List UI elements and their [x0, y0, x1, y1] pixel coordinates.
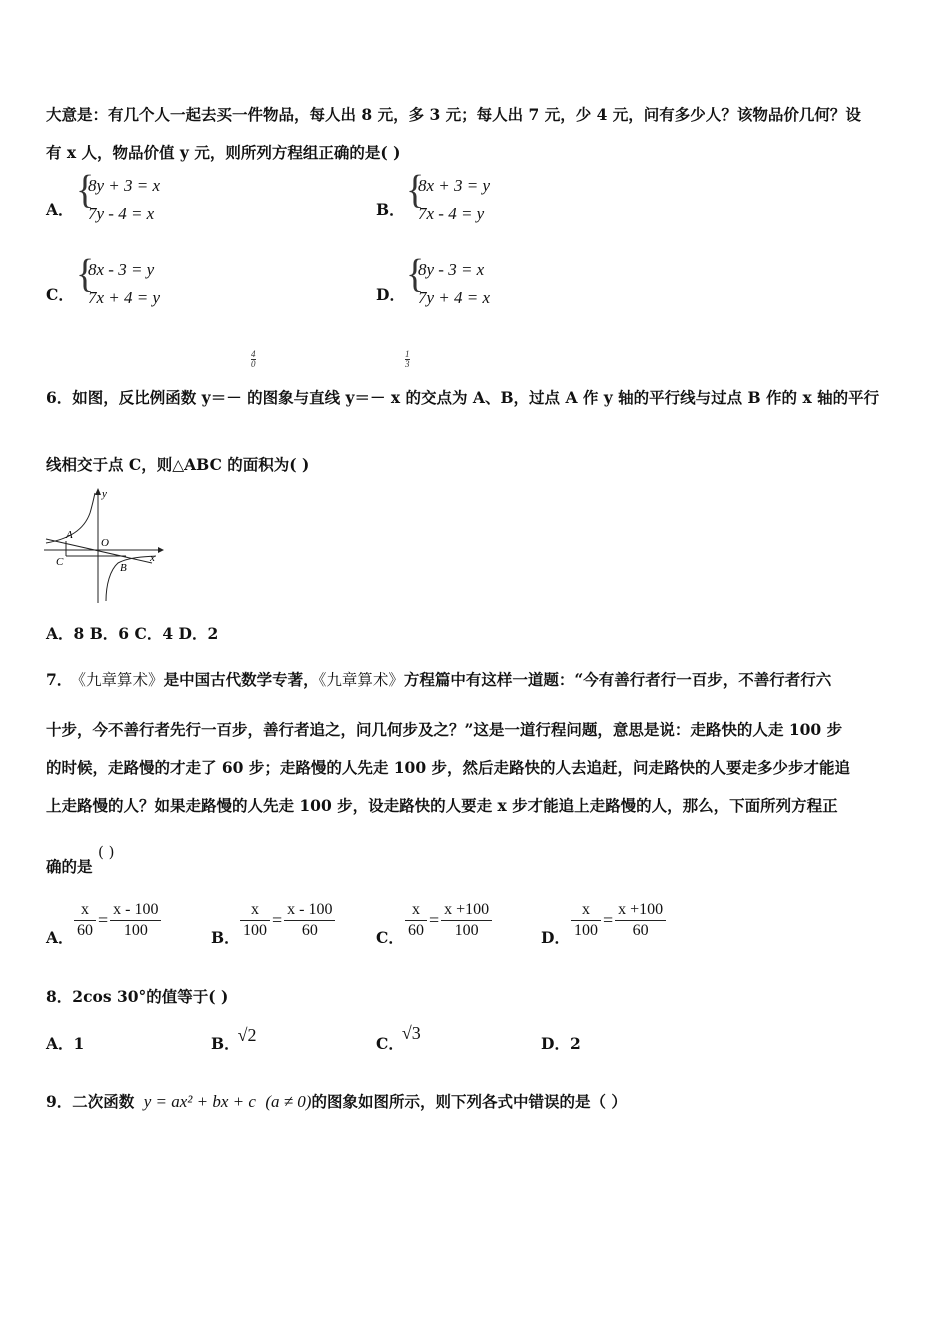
q5-d-eq1: 8y - 3 = x: [418, 260, 485, 279]
label-y: y: [102, 488, 107, 500]
q6-small-fraction-1: [251, 350, 256, 369]
brace-icon: {: [406, 167, 425, 213]
q8-c-value: √3: [401, 1023, 421, 1043]
q9-number-text: 9．二次函数: [46, 1092, 135, 1111]
equals-sign: =: [98, 910, 109, 930]
q9-stem: [46, 1090, 627, 1112]
q6-frac2-num: 1: [405, 349, 410, 359]
q6-figure: [44, 485, 164, 605]
q8-option-a: [46, 1032, 84, 1054]
q7-option-d-label: D．: [541, 928, 570, 947]
label-B: B: [120, 562, 127, 574]
q6-frac1-den: 0: [251, 359, 256, 369]
q7-d-right-num: x +100: [615, 900, 666, 921]
q9-formula: y = ax² + bx + c: [143, 1092, 256, 1111]
q5-c-eq1: 8x - 3 = y: [88, 260, 155, 279]
q7-d-left-num: x: [571, 900, 601, 921]
q7-option-b-equation: [240, 900, 335, 941]
q5-a-eq2: 7y - 4 = x: [88, 204, 155, 223]
q8-stem: 8．2cos 30°的值等于( ): [46, 987, 229, 1006]
q7-book-title-2: 《九章算术》: [318, 671, 404, 689]
q5-stem-line1: 大意是：有几个人一起去买一件物品，每人出 8 元，多 3 元；每人出 7 元，少 4 元，问有多少人？该物品价几何？设: [46, 105, 861, 124]
q6-answers: A．8 B．6 C．4 D．2: [46, 624, 219, 643]
q7-option-b-label: B．: [211, 928, 240, 947]
q7-b-left-den: 100: [243, 922, 267, 939]
q7-line1-part2: 是中国古代数学专著，: [163, 670, 319, 689]
label-O: O: [101, 537, 109, 549]
q7-option-a-equation: [74, 900, 161, 941]
brace-icon: {: [406, 251, 425, 297]
q5-option-a-system: [76, 167, 161, 228]
equals-sign: =: [429, 910, 440, 930]
q8-d-label: D．: [541, 1034, 570, 1053]
y-axis-arrow-icon: [95, 488, 101, 495]
q5-option-c-system: [76, 251, 161, 312]
q8-c-label: C．: [376, 1034, 404, 1053]
q8-option-d: [541, 1032, 581, 1054]
q7-b-right-den: 60: [301, 922, 318, 939]
q7-c-left-den: 60: [408, 922, 424, 939]
q7-stem-line1: [46, 668, 831, 690]
q8-a-label: A．: [46, 1034, 74, 1053]
q7-option-c-label: C．: [376, 928, 404, 947]
q7-a-right-den: 100: [123, 922, 148, 939]
x-axis-arrow-icon: [158, 547, 164, 553]
brace-icon: {: [76, 167, 95, 213]
q5-c-eq2: 7x + 4 = y: [88, 288, 161, 307]
q7-c-left-num: x: [405, 900, 427, 921]
q8-option-b: [211, 1025, 259, 1054]
q7-d-left-den: 100: [574, 922, 598, 939]
q5-option-d-label: D．: [376, 285, 405, 304]
q7-c-right-den: 100: [454, 922, 479, 939]
q7-answer-blank: ( ): [98, 843, 115, 861]
q6-small-fraction-2: [405, 350, 410, 369]
q7-a-left-den: 60: [77, 922, 93, 939]
label-C: C: [56, 556, 64, 568]
brace-icon: {: [76, 251, 95, 297]
q7-b-left-num: x: [240, 900, 270, 921]
hyperbola-branch-right: [106, 556, 156, 601]
q7-line1-part3: 方程篇中有这样一道题：“今有善行者行一百步，不善行者行六: [403, 670, 832, 689]
label-x: x: [150, 552, 155, 564]
q7-stem-line2: 十步，今不善行者先行一百步，善行者追之，问几何步及之？”这是一道行程问题，意思是说：走路快的人走 100 步: [46, 720, 843, 739]
q6-stem-line1: 6．如图，反比例函数 y＝－ 的图象与直线 y＝－ x 的交点为 A、B，过点 A 作 y 轴的平行线与过点 B 作的 x 轴的平行: [46, 388, 880, 407]
q5-option-b-system: [406, 167, 491, 228]
q9-stem-rest: 的图象如图所示，则下列各式中错误的是（ ）: [311, 1092, 627, 1111]
q5-b-eq2: 7x - 4 = y: [418, 204, 485, 223]
q7-d-right-den: 60: [632, 922, 649, 939]
q7-a-right-num: x - 100: [110, 900, 161, 921]
q5-option-b-label: B．: [376, 200, 405, 219]
q7-c-right-num: x +100: [441, 900, 492, 921]
q8-option-c: [376, 1023, 423, 1054]
q7-book-title-1: 《九章算术》: [78, 671, 164, 689]
q5-option-a-label: A．: [46, 200, 74, 219]
q7-stem-line5: 确的是: [46, 857, 93, 876]
q7-number: 7．: [46, 670, 73, 689]
q9-condition: (a ≠ 0): [265, 1092, 312, 1111]
q8-b-label: B．: [211, 1034, 240, 1053]
q7-a-left-num: x: [74, 900, 96, 921]
q5-a-eq1: 8y + 3 = x: [88, 176, 161, 195]
q7-stem-line3: 的时候，走路慢的才走了 60 步；走路慢的人先走 100 步，然后走路快的人去追赶，问走路快的人要走多少步才能追: [46, 758, 851, 777]
q5-b-eq1: 8x + 3 = y: [418, 176, 491, 195]
q5-d-eq2: 7y + 4 = x: [418, 288, 491, 307]
q8-a-value: 1: [73, 1034, 85, 1053]
q7-b-right-num: x - 100: [284, 900, 335, 921]
q5-stem-line2: 有 x 人，物品价值 y 元，则所列方程组正确的是( ): [46, 143, 401, 162]
equals-sign: =: [603, 910, 614, 930]
q6-stem-line2: 线相交于点 C，则△ABC 的面积为( ): [46, 455, 310, 474]
q6-frac1-num: 4: [251, 349, 256, 359]
q5-option-c-label: C．: [46, 285, 74, 304]
label-A: A: [66, 529, 73, 541]
q7-stem-line4: 上走路慢的人？如果走路慢的人先走 100 步，设走路快的人要走 x 步才能追上走路慢的人，那么，下面所列方程正: [46, 796, 838, 815]
equals-sign: =: [272, 910, 283, 930]
q7-option-d-equation: [571, 900, 666, 941]
q5-option-d-system: [406, 251, 491, 312]
q8-b-value: √2: [237, 1025, 257, 1045]
q7-option-a-label: A．: [46, 928, 74, 947]
q8-d-value: 2: [569, 1034, 581, 1053]
q6-frac2-den: 3: [405, 359, 410, 369]
q7-option-c-equation: [405, 900, 492, 941]
